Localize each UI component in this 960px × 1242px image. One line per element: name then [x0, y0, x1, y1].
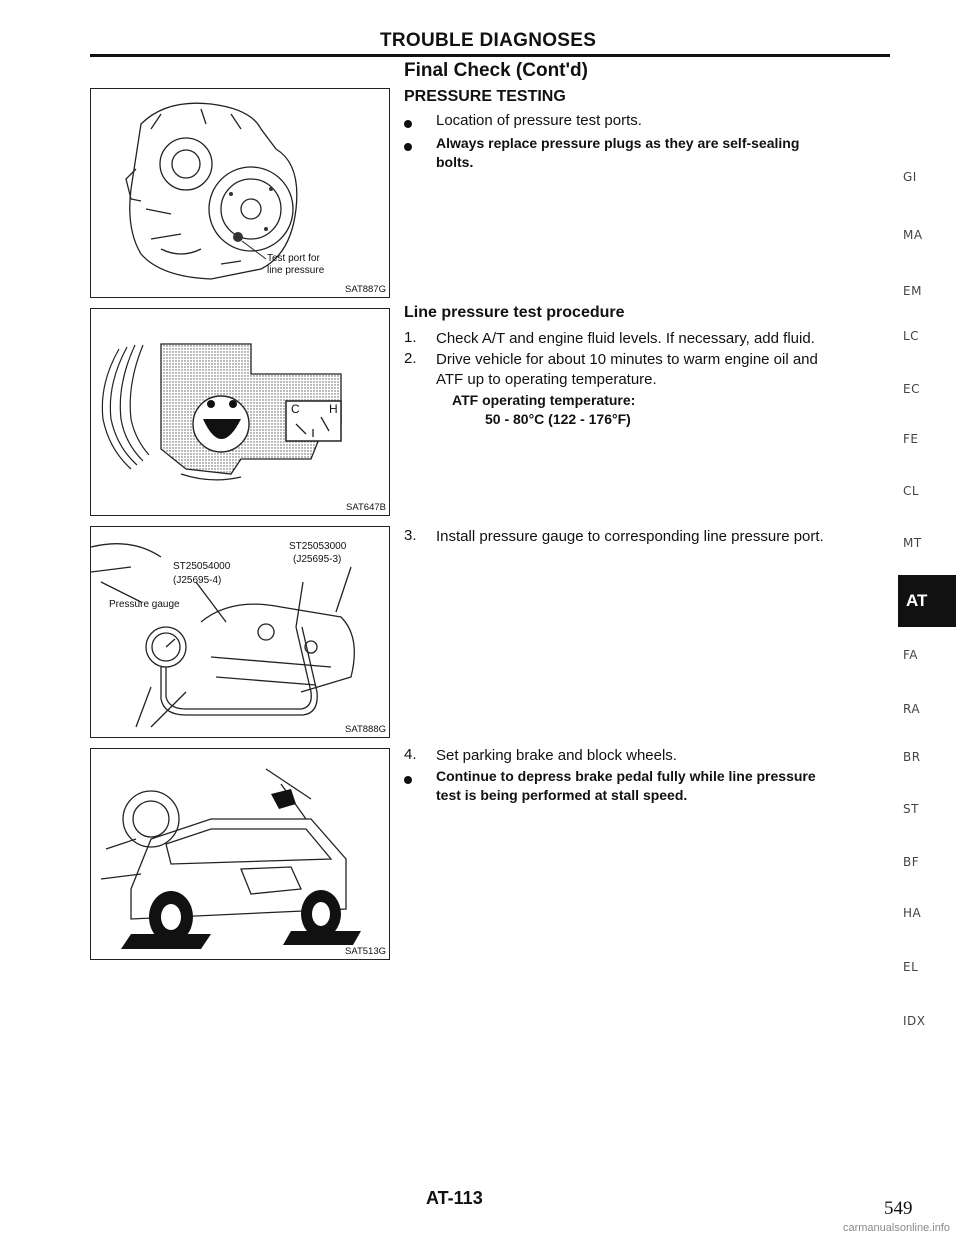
step-3-number: 3.	[404, 527, 417, 544]
side-tab-gi[interactable]: GI	[903, 170, 917, 184]
side-tab-ha[interactable]: HA	[903, 906, 922, 920]
gauge-cold-label: C	[291, 402, 300, 416]
tool-label-1-cont: (J25695-3)	[293, 554, 342, 565]
pressure-gauge-illustration	[91, 527, 389, 737]
figure-test-port-location	[90, 88, 390, 298]
step-2-text-cont: ATF up to operating temperature.	[436, 371, 657, 388]
bullet-icon	[404, 143, 412, 151]
side-tab-ra[interactable]: RA	[903, 702, 921, 716]
side-tab-cl[interactable]: CL	[903, 484, 920, 498]
side-tab-idx[interactable]: IDX	[903, 1014, 926, 1028]
side-tab-mt[interactable]: MT	[903, 536, 922, 550]
pressure-gauge-label: Pressure gauge	[109, 599, 180, 610]
figure-code: SAT513G	[344, 946, 386, 957]
side-tab-fa[interactable]: FA	[903, 648, 919, 662]
side-tab-ma[interactable]: MA	[903, 228, 923, 242]
side-tab-br[interactable]: BR	[903, 750, 921, 764]
transmission-illustration	[91, 89, 389, 297]
temperature-gauge-illustration	[91, 309, 389, 515]
figure-warm-up	[90, 308, 390, 516]
test-port-label-2: line pressure	[267, 265, 325, 276]
step-2-number: 2.	[404, 350, 417, 367]
side-tab-at-active[interactable]: AT	[898, 575, 956, 627]
page-number: 549	[884, 1198, 913, 1219]
figure-code: SAT887G	[344, 284, 386, 295]
header-rule	[90, 54, 890, 57]
side-tab-ec[interactable]: EC	[903, 382, 920, 396]
side-tab-bf[interactable]: BF	[903, 855, 920, 869]
vehicle-wheel-block-illustration	[91, 749, 389, 959]
line-pressure-heading: Line pressure test procedure	[404, 304, 625, 321]
watermark: carmanualsonline.info	[842, 1222, 950, 1234]
step-1-number: 1.	[404, 329, 417, 346]
section-title: Final Check (Cont'd)	[404, 60, 588, 81]
step-4-bullet-cont: test is being performed at stall speed.	[436, 787, 688, 803]
bullet-icon	[404, 120, 412, 128]
figure-pressure-gauge-install	[90, 526, 390, 738]
figure-code: SAT888G	[344, 724, 386, 735]
page-header-title: TROUBLE DIAGNOSES	[380, 30, 597, 51]
tool-label-2-cont: (J25695-4)	[173, 575, 222, 586]
gauge-hot-label: H	[329, 402, 338, 416]
side-tab-fe[interactable]: FE	[903, 432, 919, 446]
pressure-testing-heading: PRESSURE TESTING	[404, 88, 566, 105]
step-4-number: 4.	[404, 746, 417, 763]
atf-temperature-value: 50 - 80°C (122 - 176°F)	[485, 411, 631, 427]
side-tab-lc[interactable]: LC	[903, 329, 920, 343]
step-4-text: Set parking brake and block wheels.	[436, 747, 677, 764]
figure-parking-brake	[90, 748, 390, 960]
atf-temperature-label: ATF operating temperature:	[452, 392, 636, 408]
bullet-icon	[404, 776, 412, 784]
step-3-text: Install pressure gauge to corresponding line pressure port.	[436, 528, 824, 545]
pressure-testing-bullet-1: Location of pressure test ports.	[436, 112, 642, 129]
step-4-bullet: Continue to depress brake pedal fully while line pressure	[436, 768, 816, 784]
tool-label-2: ST25054000	[173, 561, 231, 572]
side-tab-st[interactable]: ST	[903, 802, 919, 816]
side-tab-el[interactable]: EL	[903, 960, 919, 974]
side-tab-em[interactable]: EM	[903, 284, 922, 298]
test-port-label-1: Test port for	[267, 253, 320, 264]
pressure-testing-bullet-2: Always replace pressure plugs as they are self-sealing	[436, 135, 800, 151]
section-page-code: AT-113	[426, 1188, 483, 1208]
pressure-testing-bullet-2-cont: bolts.	[436, 154, 474, 170]
tool-label-1: ST25053000	[289, 541, 347, 552]
step-2-text: Drive vehicle for about 10 minutes to warm engine oil and	[436, 351, 818, 368]
step-1-text: Check A/T and engine fluid levels. If necessary, add fluid.	[436, 330, 815, 347]
figure-code: SAT647B	[346, 502, 386, 513]
